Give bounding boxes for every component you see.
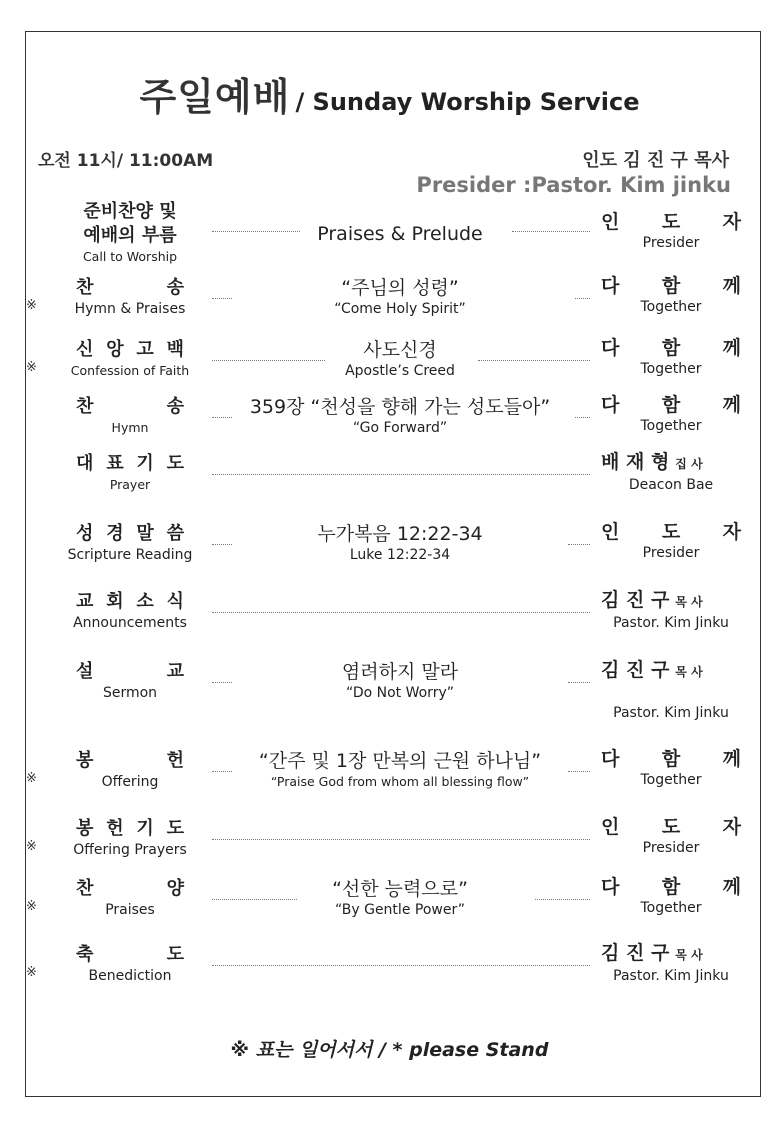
item-title-korean	[60, 338, 200, 362]
item-title-syllable: 봉	[76, 818, 94, 839]
item-label	[60, 590, 200, 632]
item-title-syllable: 앙	[106, 339, 124, 360]
item-leader-name: 김 진 구	[601, 659, 670, 681]
item-title-syllable: 경	[106, 523, 124, 544]
item-title-syllable: 기	[136, 818, 154, 839]
item-detail-korean: “주님의 성령”	[341, 277, 459, 299]
service-time: 오전 11시/ 11:00AM	[38, 151, 214, 171]
item-detail-english: “Go Forward”	[352, 420, 448, 436]
title-korean: 주일예배	[139, 75, 291, 119]
item-title-korean	[60, 522, 200, 546]
presider-korean: 인도 김 진 구 목사	[582, 150, 729, 171]
item-title-korean: 준비찬양 및	[83, 201, 177, 222]
item-leader-english: Together	[640, 361, 702, 377]
item-leader-english: Presider	[642, 545, 700, 561]
item-title-syllable: 교	[76, 591, 94, 612]
item-title-syllable: 신	[76, 339, 94, 360]
item-title-syllable: 양	[166, 878, 184, 899]
leader-dots	[568, 544, 590, 545]
item-title-syllable: 축	[76, 944, 94, 965]
item-leader-english: Together	[640, 418, 702, 434]
item-title-english: Hymn	[111, 420, 149, 435]
item-leader-syllable: 인	[601, 816, 620, 838]
item-leader-korean	[601, 520, 741, 544]
item-leader-title: 목 사	[675, 665, 703, 679]
item-title-korean-line2: 예배의 부름	[83, 225, 177, 246]
item-detail-korean: 염려하지 말라	[341, 661, 459, 683]
item-title-english: Call to Worship	[82, 249, 178, 264]
item-label	[60, 452, 200, 494]
item-title-korean	[60, 452, 200, 476]
item-detail-english: Luke 12:22-34	[349, 547, 451, 563]
item-leader-korean	[601, 336, 741, 360]
item-leader-name: 김 진 구	[601, 589, 670, 611]
item-leader-syllable: 께	[722, 394, 741, 416]
item-title-syllable: 설	[76, 661, 94, 682]
item-title-syllable: 교	[166, 661, 184, 682]
item-leader-syllable: 도	[661, 521, 681, 543]
item-leader	[601, 274, 741, 316]
stand-mark: ※	[26, 965, 37, 980]
item-title-english: Offering Prayers	[73, 842, 187, 858]
item-leader	[601, 747, 741, 789]
item-leader-english: Pastor. Kim Jinku	[613, 615, 729, 631]
item-detail-korean: 사도신경	[363, 339, 437, 361]
item-detail	[235, 338, 565, 380]
item-title-korean	[60, 817, 200, 841]
item-title-english: Confession of Faith	[70, 363, 190, 378]
item-leader-syllable: 다	[601, 275, 620, 297]
item-title-korean	[60, 660, 200, 684]
item-title-syllable: 찬	[76, 878, 94, 899]
item-leader	[601, 336, 741, 378]
item-title-syllable: 헌	[106, 818, 124, 839]
stand-mark: ※	[26, 360, 37, 375]
item-label	[60, 943, 200, 985]
item-leader-syllable: 께	[722, 275, 741, 297]
item-title-syllable: 도	[166, 453, 184, 474]
stand-mark: ※	[26, 298, 37, 313]
item-title-english: Praises	[105, 902, 155, 918]
item-leader-name: 배 재 형	[601, 451, 670, 473]
item-leader	[601, 520, 741, 562]
item-leader-korean	[601, 393, 741, 417]
item-title-english: Hymn & Praises	[74, 301, 186, 317]
item-leader-korean	[601, 747, 741, 771]
item-label	[60, 749, 200, 791]
item-leader-korean	[601, 658, 741, 684]
item-leader	[601, 815, 741, 857]
item-title-syllable: 찬	[76, 396, 94, 417]
item-leader-title: 목 사	[675, 948, 703, 962]
item-title-syllable: 표	[106, 453, 124, 474]
item-detail-korean: “선한 능력으로”	[332, 878, 468, 900]
item-leader-syllable: 다	[601, 748, 620, 770]
presider-english: Presider :Pastor. Kim jinku	[416, 173, 731, 197]
leader-dots	[575, 417, 590, 418]
item-leader-syllable: 다	[601, 876, 620, 898]
stand-mark: ※	[26, 899, 37, 914]
item-title-syllable: 씀	[166, 523, 184, 544]
item-detail-english: “Come Holy Spirit”	[334, 301, 466, 317]
item-leader-syllable: 함	[661, 876, 681, 898]
item-title-syllable: 소	[136, 591, 154, 612]
item-title-korean	[60, 749, 200, 773]
item-detail-korean: “간주 및 1장 만복의 근원 하나님”	[258, 750, 542, 772]
item-label	[60, 522, 200, 564]
item-detail	[235, 522, 565, 564]
item-leader-english: Presider	[642, 840, 700, 856]
stand-note: ※ 표는 일어서서 / * please Stand	[230, 1039, 549, 1061]
item-detail-korean: 누가복음 12:22-34	[317, 523, 483, 545]
item-title-korean	[60, 395, 200, 419]
item-leader-korean	[601, 875, 741, 899]
item-detail	[235, 395, 565, 437]
item-detail	[235, 222, 565, 246]
item-title-english: Prayer	[109, 477, 151, 492]
item-leader	[601, 450, 741, 494]
item-leader-syllable: 께	[722, 337, 741, 359]
item-title-syllable: 기	[136, 453, 154, 474]
item-leader	[601, 658, 741, 722]
item-title-syllable: 도	[166, 944, 184, 965]
item-title-syllable: 성	[76, 523, 94, 544]
item-leader-syllable: 인	[601, 211, 620, 233]
leader-dots	[212, 298, 232, 299]
item-title-korean	[60, 590, 200, 614]
item-leader-english: Pastor. Kim Jinku	[613, 705, 729, 721]
item-label	[60, 660, 200, 702]
item-title-syllable: 봉	[76, 750, 94, 771]
item-leader-korean	[601, 588, 741, 614]
item-leader-korean	[601, 274, 741, 298]
item-leader-syllable: 다	[601, 337, 620, 359]
item-leader-english: Together	[640, 900, 702, 916]
item-leader-english: Together	[640, 299, 702, 315]
item-title-syllable: 회	[106, 591, 124, 612]
item-title-syllable: 도	[166, 818, 184, 839]
item-title-english: Benediction	[88, 968, 172, 984]
page-title	[0, 66, 779, 121]
item-title-syllable: 말	[136, 523, 154, 544]
item-leader-syllable: 함	[661, 337, 681, 359]
item-detail-korean: Praises & Prelude	[317, 223, 483, 245]
item-leader	[601, 941, 741, 985]
item-title-english: Scripture Reading	[67, 547, 193, 563]
item-leader-english: Presider	[642, 235, 700, 251]
item-title-english: Sermon	[102, 685, 158, 701]
stand-mark: ※	[26, 771, 37, 786]
item-leader	[601, 875, 741, 917]
item-detail-korean: 359장 “천성을 향해 가는 성도들아”	[249, 396, 551, 418]
item-detail	[235, 749, 565, 791]
leader-dots	[212, 771, 232, 772]
item-leader-title: 집 사	[675, 457, 703, 471]
item-title-syllable: 송	[166, 277, 184, 298]
item-detail-english: Apostle’s Creed	[345, 363, 455, 379]
item-title-korean	[60, 943, 200, 967]
item-detail	[235, 660, 565, 702]
title-english: / Sunday Worship Service	[295, 88, 640, 116]
item-title-syllable: 송	[166, 396, 184, 417]
item-leader	[601, 210, 741, 252]
item-title-syllable: 대	[76, 453, 94, 474]
item-title-english: Announcements	[73, 615, 187, 631]
item-leader-syllable: 께	[722, 876, 741, 898]
item-detail-english: “Praise God from whom all blessing flow”	[270, 774, 530, 789]
item-leader-english: Together	[640, 772, 702, 788]
item-leader-syllable: 함	[661, 748, 681, 770]
item-leader-korean	[601, 941, 741, 967]
item-detail	[235, 877, 565, 919]
item-detail-english: “Do Not Worry”	[346, 685, 454, 701]
leader-dots	[568, 682, 590, 683]
stand-mark: ※	[26, 839, 37, 854]
item-leader-syllable: 도	[661, 211, 681, 233]
item-label	[60, 200, 200, 266]
item-title-korean	[60, 276, 200, 300]
item-leader-title: 목 사	[675, 595, 703, 609]
item-leader	[601, 588, 741, 632]
item-leader-syllable: 께	[722, 748, 741, 770]
item-leader-syllable: 다	[601, 394, 620, 416]
item-leader-syllable: 도	[661, 816, 681, 838]
leader-dots	[212, 682, 232, 683]
item-leader-korean	[601, 815, 741, 839]
item-leader-korean	[601, 450, 741, 476]
item-leader-english: Deacon Bae	[628, 477, 714, 493]
leader-dots	[575, 298, 590, 299]
item-leader-korean	[601, 210, 741, 234]
item-detail	[235, 276, 565, 318]
item-leader-syllable: 함	[661, 275, 681, 297]
item-detail-english: “By Gentle Power”	[334, 902, 466, 918]
item-label	[60, 395, 200, 437]
leader-dots	[212, 612, 590, 613]
item-leader-syllable: 자	[722, 211, 741, 233]
item-label	[60, 817, 200, 859]
item-title-syllable: 고	[136, 339, 154, 360]
leader-dots	[212, 474, 590, 475]
leader-dots	[568, 771, 590, 772]
item-leader-syllable: 자	[722, 816, 741, 838]
item-leader-english: Pastor. Kim Jinku	[613, 968, 729, 984]
leader-dots	[212, 965, 590, 966]
leader-dots	[212, 839, 590, 840]
item-label	[60, 877, 200, 919]
item-leader-syllable: 함	[661, 394, 681, 416]
item-leader	[601, 393, 741, 435]
item-leader-syllable: 인	[601, 521, 620, 543]
item-leader-name: 김 진 구	[601, 942, 670, 964]
leader-dots	[212, 417, 232, 418]
item-title-syllable: 찬	[76, 277, 94, 298]
item-title-english: Offering	[101, 774, 159, 790]
leader-dots	[212, 544, 232, 545]
item-title-korean	[60, 877, 200, 901]
item-label	[60, 338, 200, 380]
item-leader-syllable: 자	[722, 521, 741, 543]
item-title-syllable: 식	[166, 591, 184, 612]
item-title-syllable: 백	[166, 339, 184, 360]
item-label	[60, 276, 200, 318]
item-title-syllable: 헌	[166, 750, 184, 771]
